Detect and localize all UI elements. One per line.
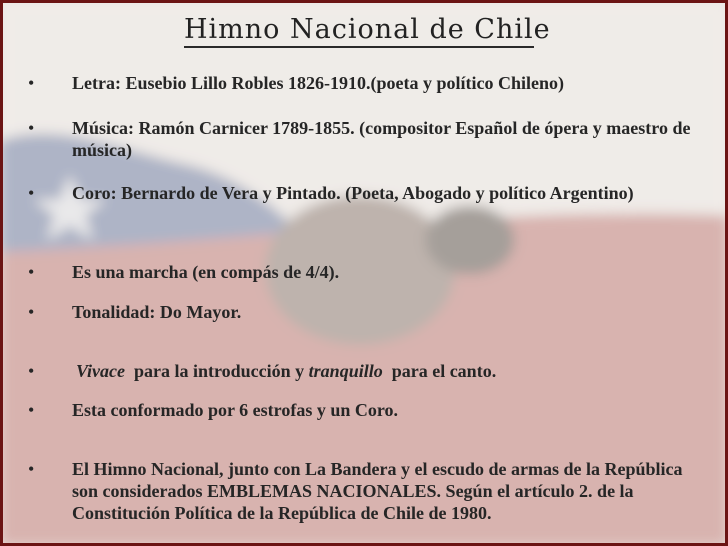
slide-title: Himno Nacional de Chile (184, 14, 534, 48)
bullet-text: Letra: Eusebio Lillo Robles 1826-1910.(poeta y político Chileno) (72, 73, 564, 93)
bullet-item-tonalidad (28, 301, 700, 323)
bullet-text: Esta conformado por 6 estrofas y un Coro. (72, 400, 399, 420)
tempo-vivace: Vivace (76, 361, 125, 381)
bullet-item-musica (28, 117, 700, 161)
tempo-tranquillo: tranquillo (308, 361, 383, 381)
bullet-text: Tonalidad: Do Mayor. (72, 302, 242, 322)
bullet-item-tempo (28, 360, 700, 382)
bullet-item-letra (28, 72, 700, 94)
bullet-marker: • (28, 262, 35, 282)
bullet-item-emblemas (28, 458, 700, 524)
bullet-text: Coro: Bernardo de Vera y Pintado. (Poeta, Abogado y político Argentino) (72, 183, 634, 203)
bullet-text (76, 360, 700, 382)
bullet-marker: • (28, 302, 35, 322)
bullet-marker: • (28, 361, 35, 381)
bullet-text: Música: Ramón Carnicer 1789-1855. (compositor Español de ópera y maestro de música) (72, 118, 691, 160)
bullet-item-marcha (28, 261, 700, 283)
bullet-marker: • (28, 400, 35, 420)
bullet-text: El Himno Nacional, junto con La Bandera y el escudo de armas de la República son considerados EMBLEMAS NACIONALES. Según el artículo 2. de la Constitución Política de la República de Chile de 1980. (72, 459, 683, 523)
bullet-marker: • (28, 73, 35, 93)
bullet-marker: • (28, 183, 35, 203)
bullet-marker: • (28, 459, 35, 479)
bullet-text: Es una marcha (en compás de 4/4). (72, 262, 340, 282)
tempo-text-1: para la introducción y (133, 361, 305, 381)
bullet-item-estrofas (28, 399, 700, 421)
bullet-marker: • (28, 118, 35, 138)
bullet-item-coro (28, 182, 700, 204)
tempo-text-2: para el canto. (391, 361, 497, 381)
